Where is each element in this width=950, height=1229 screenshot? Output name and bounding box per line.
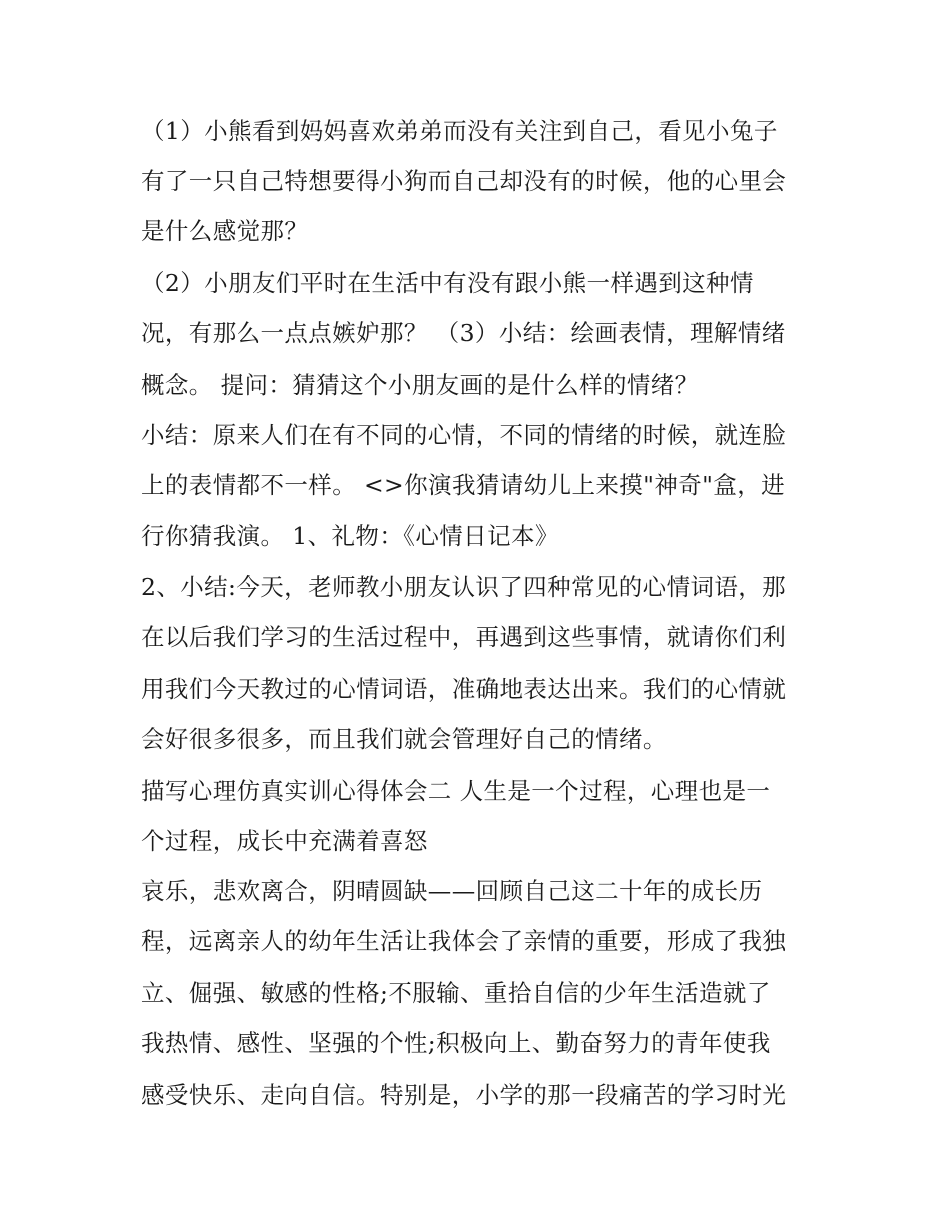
text-line: 我热情、感性、坚强的个性;积极向上、勤奋努力的青年使我 [141,1029,771,1057]
text-line: 概念。 提问：猜猜这个小朋友画的是什么样的情绪？ [141,371,699,399]
text-line: 用我们今天教过的心情词语，准确地表达出来。我们的心情就 [141,675,787,703]
text-line: （1）小熊看到妈妈喜欢弟弟而没有关注到自己，看见小兔子 [141,117,778,145]
text-line: 在以后我们学习的生活过程中，再遇到这些事情，就请你们利 [141,623,787,651]
text-line: 哀乐，悲欢离合，阴晴圆缺——回顾自己这二十年的成长历 [141,877,763,905]
text-line: 感受快乐、走向自信。特别是，小学的那一段痛苦的学习时光 [141,1081,787,1109]
text-line: 是什么感觉那？ [141,217,309,245]
text-line: 描写心理仿真实训心得体会二 人生是一个过程，心理也是一 [141,777,771,805]
text-line: 2、小结:今天，老师教小朋友认识了四种常见的心情词语，那 [141,573,787,601]
text-line: 有了一只自己特想要得小狗而自己却没有的时候，他的心里会 [141,167,787,195]
text-line: 程，远离亲人的幼年生活让我体会了亲情的重要，形成了我独 [141,927,787,955]
text-line: 况，有那么一点点嫉妒那？ （3）小结：绘画表情，理解情绪 [141,319,786,347]
text-line: 行你猜我演。 1、礼物：《心情日记本》 [141,522,559,550]
text-line: 会好很多很多，而且我们就会管理好自己的情绪。 [141,725,667,753]
text-line: 个过程，成长中充满着喜怒 [141,827,428,855]
text-line: 小结：原来人们在有不同的心情，不同的情绪的时候，就连脸 [141,421,787,449]
text-line: 上的表情都不一样。 <>你演我猜请幼儿上来摸"神奇"盒，进 [141,471,786,499]
text-line: 立、倔强、敏感的性格;不服输、重拾自信的少年生活造就了 [141,979,771,1007]
text-line: （2）小朋友们平时在生活中有没有跟小熊一样遇到这种情 [141,269,754,297]
